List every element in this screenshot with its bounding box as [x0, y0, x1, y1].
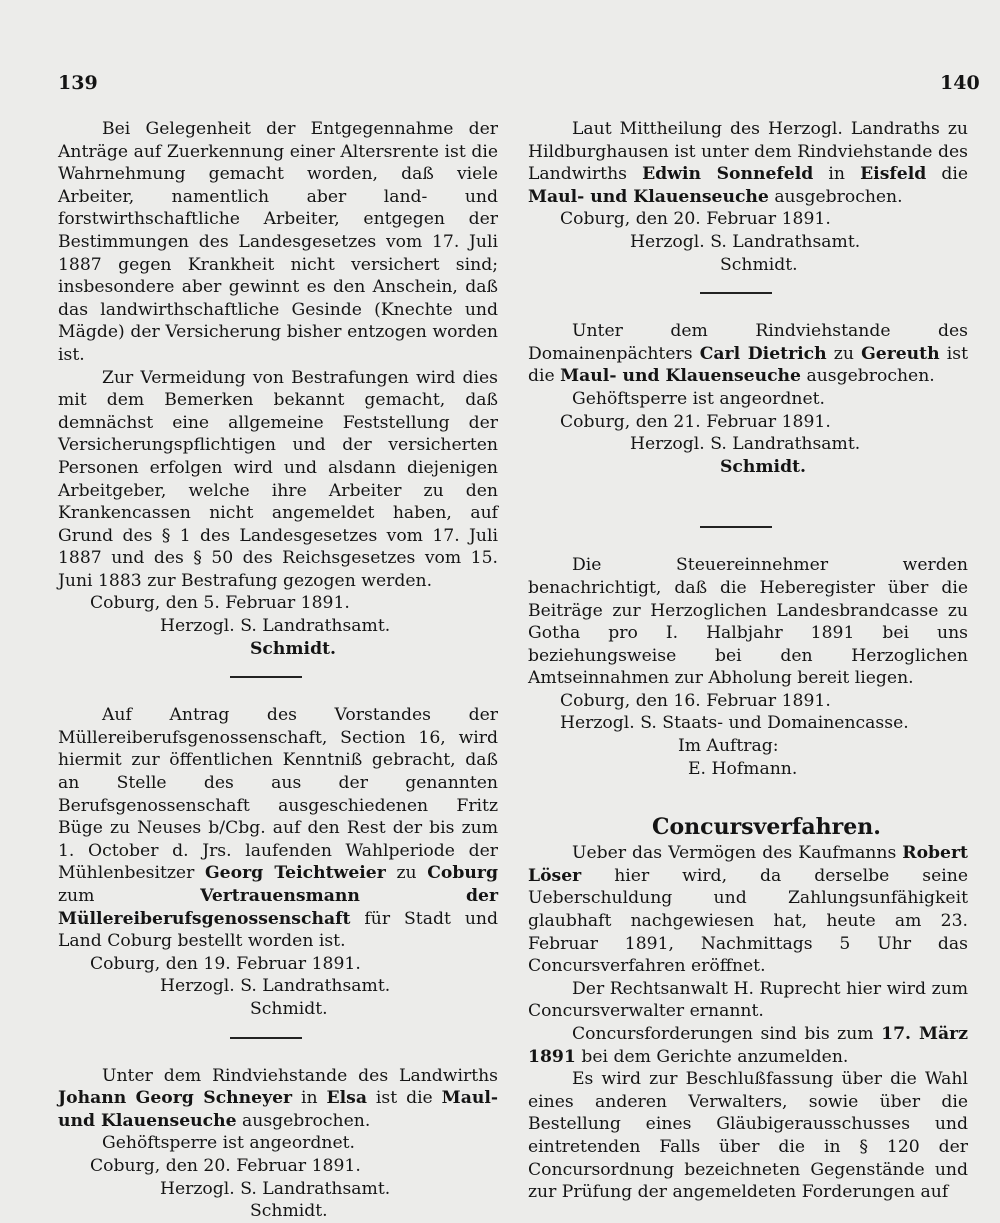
notice7-paragraph2: Der Rechtsanwalt H. Ruprecht hier wird zum Concursverwalter ernannt. — [528, 978, 968, 1022]
notice7-deadline: 17. März 1891 — [528, 1024, 968, 1067]
notice2-role: Vertrauensmann der Müllereiberufsgenossenschaft — [58, 886, 499, 929]
divider — [700, 292, 772, 294]
notice3-paragraph: Unter dem Rindviehstande des Landwirths Johann Georg Schneyer in Elsa ist die Maul- und Klauenseuche ausgebrochen. — [58, 1065, 498, 1131]
notice7-paragraph1: Ueber das Vermögen des Kaufmanns Robert Löser hier wird, da derselbe seine Ueberschuldung und Zahlungsunfähigkeit glaubhaft nachgewiesen hat, heute am 23. Februar 1891, Nachmittags 5 Uhr das Concursverfahren eröffnet. — [528, 843, 968, 977]
notice6-signature-line2: E. Hofmann. — [688, 758, 798, 779]
notice1-date: Coburg, den 5. Februar 1891. — [90, 593, 350, 614]
notice4-paragraph: Laut Mittheilung des Herzogl. Landraths zu Hildburghausen ist unter dem Rindviehstande des Landwirths Edwin Sonnefeld in Eisfeld die Maul- und Klauenseuche ausgebrochen. — [528, 119, 969, 207]
notice5-place: Gereuth — [861, 343, 940, 364]
notice1-signature: Schmidt. — [250, 638, 337, 659]
notice4-name: Edwin Sonnefeld — [642, 164, 814, 185]
page-number-left: 139 — [58, 72, 98, 94]
notice4-signature: Schmidt. — [720, 254, 798, 275]
notice7-paragraph3: Concursforderungen sind bis zum 17. März 1891 bei dem Gerichte anzumelden. — [528, 1024, 968, 1067]
notice3-disease: Maul- und Klauenseuche — [58, 1088, 498, 1131]
notice2-place: Coburg — [427, 863, 498, 884]
notice3-date: Coburg, den 20. Februar 1891. — [90, 1155, 361, 1176]
notice5-signature: Schmidt. — [720, 456, 807, 477]
left-column — [58, 118, 498, 1223]
notice1-paragraph1: Bei Gelegenheit der Entgegennahme der Anträge auf Zuerkennung einer Altersrente ist die Wahrnehmung gemacht worden, daß viele Arbeiter, namentlich aber land- und forstwirthschaftliche Arbeiter, entgegen der Bestimmungen des Landesgesetzes vom 17. Juli 1887 gegen Krankheit nicht versichert sind; insbesondere aber gewinnt es den Anschein, daß das landwirthschaftliche Gesinde (Knechte und Mägde) der Versicherung bisher entzogen worden ist. — [58, 119, 498, 365]
notice6-paragraph: Die Steuereinnehmer werden benachrichtigt, daß die Heberegister über die Beiträge zur Herzoglichen Landesbrandcasse zu Gotha pro I. Halbjahr 1891 bei uns beziehungsweise bei den Herzoglichen Amtseinnahmen zur Abholung bereit liegen. — [528, 555, 968, 689]
notice3-name: Johann Georg Schneyer — [58, 1088, 293, 1109]
notice2-paragraph: Auf Antrag des Vorstandes der Müllereiberufsgenossenschaft, Section 16, wird hiermit zur öffentlichen Kenntniß gebracht, daß an Stelle des aus der genannten Berufsgenossenschaft ausgeschiedenen Fritz Büge zu Neuses b/Cbg. auf den Rest der bis zum 1. October d. Jrs. laufenden Wahlperiode der Mühlenbesitzer Georg Teichtweier zu Coburg zum Vertrauensmann der Müllereiberufsgenossenschaft für Stadt und Land Coburg bestellt worden ist. — [58, 705, 499, 952]
notice2-office: Herzogl. S. Landrathsamt. — [160, 976, 391, 997]
notice5-paragraph2: Gehöftsperre ist angeordnet. — [572, 388, 826, 409]
divider — [230, 1037, 302, 1039]
notice3-place: Elsa — [326, 1088, 367, 1109]
notice5-disease: Maul- und Klauenseuche — [560, 366, 801, 387]
notice7-name: Robert Löser — [528, 843, 968, 886]
notice2-name: Georg Teichtweier — [205, 863, 386, 884]
notice4-office: Herzogl. S. Landrathsamt. — [630, 231, 861, 252]
notice4-date: Coburg, den 20. Februar 1891. — [560, 209, 831, 230]
notice3-paragraph2: Gehöftsperre ist angeordnet. — [102, 1133, 356, 1154]
notice3-signature: Schmidt. — [250, 1201, 328, 1222]
notice5-paragraph: Unter dem Rindviehstande des Domainenpächters Carl Dietrich zu Gereuth ist die Maul- und Klauenseuche ausgebrochen. — [528, 321, 969, 387]
notice2-signature: Schmidt. — [250, 998, 328, 1019]
notice6-date: Coburg, den 16. Februar 1891. — [560, 690, 831, 711]
notice7-paragraph4: Es wird zur Beschlußfassung über die Wahl eines anderen Verwalters, sowie über die Bestellung eines Gläubigerausschusses und eintretenden Falls über die in § 120 der Concursordnung bezeichneten Gegenstände und zur Prüfung der angemeldeten Forderungen auf — [528, 1069, 968, 1203]
notice5-date: Coburg, den 21. Februar 1891. — [560, 411, 831, 432]
right-column — [528, 118, 968, 1204]
divider — [700, 526, 772, 528]
notice5-name: Carl Dietrich — [699, 343, 827, 364]
notice2-date: Coburg, den 19. Februar 1891. — [90, 953, 361, 974]
notice3-office: Herzogl. S. Landrathsamt. — [160, 1178, 391, 1199]
page-number-right: 140 — [940, 72, 980, 94]
notice6-signature-line1: Im Auftrag: — [678, 736, 779, 757]
notice5-office: Herzogl. S. Landrathsamt. — [630, 434, 861, 455]
notice1-office: Herzogl. S. Landrathsamt. — [160, 616, 391, 637]
divider — [230, 676, 302, 678]
notice1-paragraph2: Zur Vermeidung von Bestrafungen wird dies mit dem Bemerken bekannt gemacht, daß demnächst eine allgemeine Feststellung der Versicherungspflichtigen und der versicherten Personen erfolgen wird und alsdann diejenigen Arbeitgeber, welche ihre Arbeiter zu den Krankencassen nicht angemeldet haben, auf Grund des § 1 des Landesgesetzes vom 17. Juli 1887 und des § 50 des Reichsgesetzes vom 15. Juni 1883 zur Bestrafung gezogen werden. — [58, 367, 498, 591]
notice6-office: Herzogl. S. Staats- und Domainencasse. — [560, 713, 909, 734]
notice4-disease: Maul- und Klauenseuche — [528, 186, 769, 207]
notice4-place: Eisfeld — [860, 164, 927, 185]
section-heading: Concursverfahren. — [652, 814, 881, 841]
